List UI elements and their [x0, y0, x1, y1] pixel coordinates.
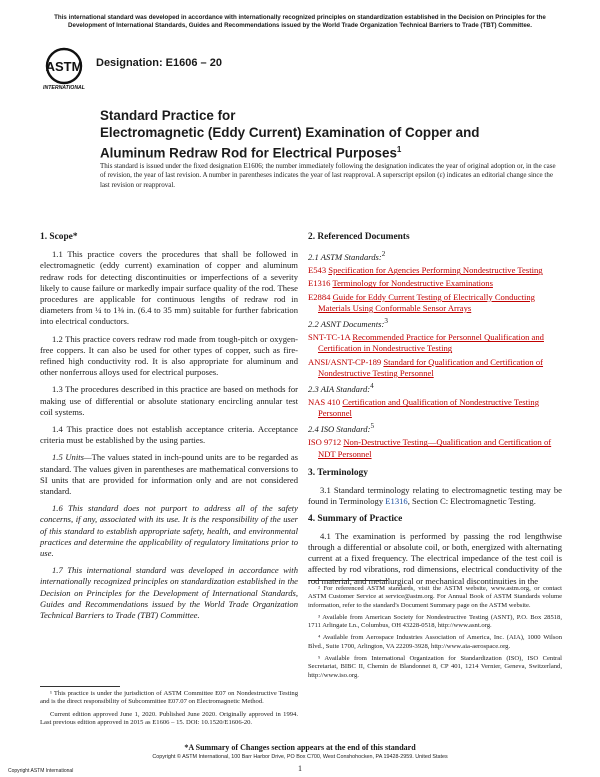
summary-heading: 4. Summary of Practice — [308, 513, 403, 524]
aia-standard-label: 2.3 AIA Standard:$^4$ — [308, 381, 374, 394]
title-line-3: Aluminum Redraw Rod for Electrical Purposes$^1$ — [100, 145, 402, 161]
paragraph-3-1: 3.1 Standard terminology relating to electromagnetic testing may be found in Terminology E1316, Section C: Electromagnetic Testing. — [308, 485, 562, 507]
ref-item[interactable]: E1316 Terminology for Nondestructive Examinations — [308, 278, 493, 289]
svg-text:ASTM: ASTM — [45, 59, 83, 74]
page-number: 1 — [298, 764, 302, 773]
document-title — [100, 107, 570, 161]
summary-of-changes-note: *A Summary of Changes section appears at the end of this standard — [184, 743, 416, 752]
copyright-line: Copyright © ASTM International, 100 Barr Harbor Drive, PO Box C700, West Conshohocken, PA 19428-2959. United States — [152, 754, 448, 760]
footnote-1-a: ¹ This practice is under the jurisdiction of ASTM Committee E07 on Nondestructive Testing and is the direct responsibility of Subcommittee E07.07 on Electromagnetic Method. — [40, 690, 298, 706]
paragraph-1-4: 1.4 This practice does not establish acceptance criteria. Acceptance criteria must be established by the using parties. — [40, 424, 298, 446]
paragraph-1-2: 1.2 This practice covers redraw rod made from tough-pitch or oxygen-free coppers. It can also be used for other types of copper, such as fire-refined high conductivity rod. It is also appropriate for aluminum and other nonferrous alloys used for electrical purposes. — [40, 333, 298, 378]
title-footnote-mark: 1 — [396, 145, 402, 154]
title-line-2: Electromagnetic (Eddy Current) Examination of Copper and — [100, 125, 480, 140]
right-footnotes — [308, 580, 562, 684]
top-notice: This international standard was developed in accordance with internationally recognized principles on standardization established in the Decision on Principles for the Development of International Standards, Guides and Recommendations issued by the World Trade Organization Technical Barriers to Trade (TBT) Committee. — [54, 14, 546, 29]
paragraph-1-3: 1.3 The procedures described in this practice are based on methods for making use of differential or absolute stationary encircling annular test coil systems. — [40, 384, 298, 417]
footnote-1-b: Current edition approved June 1, 2020. Published June 2020. Originally approved in 1994. Last previous edition approved in 2015 as E1606 – 15. DOI: 10.1520/E1606-20. — [40, 710, 298, 726]
ref-item[interactable]: ANSI/ASNT-CP-189 Standard for Qualification and Certification of Nondestructive Testing Personnel — [308, 356, 544, 378]
paragraph-1-5: 1.5 Units—The values stated in inch-pound units are to be regarded as standard. The values given in parentheses are mathematical conversions to SI units that are provided for information only and are not considered standard. — [40, 452, 298, 497]
referenced-documents-heading: 2. Referenced Documents — [308, 232, 410, 242]
ref-item[interactable]: SNT-TC-1A Recommended Practice for Personnel Qualification and Certification in Nondestructive Testing — [308, 332, 544, 354]
left-column — [40, 232, 298, 627]
left-footnotes — [40, 686, 298, 731]
designation: Designation: E1606 – 20 — [96, 57, 222, 69]
svg-text:INTERNATIONAL: INTERNATIONAL — [43, 85, 85, 90]
footnote-rule — [40, 686, 120, 687]
paragraph-1-6: 1.6 This standard does not purport to address all of the safety concerns, if any, associated with its use. It is the responsibility of the user of this standard to establish appropriate safety, health, and environmental practices and determine the applicability of regulatory limitations prior to use. — [40, 503, 298, 559]
footnote-5: ⁵ Available from International Organization for Standardization (ISO), ISO Central Secretariat, BIBC II, Chemin de Blandonnet 8, CP 401, 1214 Vernier, Geneva, Switzerland, http://www.iso.org. — [308, 655, 562, 679]
right-column — [308, 232, 562, 587]
astm-logo — [42, 46, 86, 90]
astm-standards-label: 2.1 ASTM Standards:$^2$ — [308, 250, 386, 263]
terminology-heading: 3. Terminology — [308, 467, 368, 478]
licensed-notice: Copyright ASTM International — [8, 768, 74, 774]
footnote-rule — [308, 580, 388, 581]
terminology-link[interactable]: E1316 — [385, 496, 408, 507]
iso-standard-label: 2.4 ISO Standard:$^5$ — [308, 422, 375, 435]
footnote-3: ³ Available from American Society for Nondestructive Testing (ASNT), P.O. Box 28518, 1711 Arlingate Ln., Columbus, OH 43228-0518, http://www.asnt.org. — [308, 613, 562, 630]
footnote-4: ⁴ Available from Aerospace Industries Association of America, Inc. (AIA), 1000 Wilson Blvd., Suite 1700, Arlington, VA 22209-3928, http://www.aia-aerospace.org. — [308, 634, 562, 650]
intro-paragraph: This standard is issued under the fixed designation E1606; the number immediately following the designation indicates the year of original adoption or, in the case of revision, the year of last revision. A number in parentheses indicates the year of last reapproval. A superscript epsilon (ε) indicates an editorial change since the last revision or reapproval. — [100, 162, 556, 189]
footnote-2: ² For referenced ASTM standards, visit the ASTM website, www.astm.org, or contact ASTM Customer Service at service@astm.org. For Annual Book of ASTM Standards volume information, refer to the standard's Document Summary page on the ASTM website. — [308, 585, 562, 609]
paragraph-1-1: 1.1 This practice covers the procedures that shall be followed in electromagnetic (eddy current) examination of copper and aluminum redraw rods for detecting discontinuities or imperfections of a severity likely to cause failure or markedly impair surface quality of the rod. These procedures are applicable for continuous lengths of redraw rod in diameters from ¼ to 1⅜ in. (6.4 to 35 mm) suitable for further fabrication into electrical conductors. — [40, 249, 298, 327]
ref-item[interactable]: E543 Specification for Agencies Performing Nondestructive Testing — [308, 265, 543, 276]
ref-item[interactable]: ISO 9712 Non-Destructive Testing—Qualification and Certification of NDT Personnel — [308, 437, 552, 459]
asnt-documents-label: 2.2 ASNT Documents:$^3$ — [308, 317, 388, 329]
paragraph-4-1: 4.1 The examination is performed by passing the rod lengthwise through a differential or absolute coil, or both, energized with alternating current at a fixed frequency. The electrical impedance of the test coil is affected by rod vibrations, rod dimensions, electrical conductivity of the rod material, and metallurgical or mechanical discontinuities in the — [308, 530, 562, 586]
paragraph-1-7: 1.7 This international standard was developed in accordance with internationally recognized principles on standardization established in the Decision on Principles for the Development of International Standards, Guides and Recommendations issued by the World Trade Organization Technical Barriers to Trade (TBT) Committee. — [40, 565, 298, 621]
ref-item[interactable]: NAS 410 Certification and Qualification of Nondestructive Testing Personnel — [308, 397, 539, 419]
title-line-1: Standard Practice for — [100, 108, 236, 123]
scope-heading: 1. Scope* — [40, 232, 78, 242]
ref-item[interactable]: E2884 Guide for Eddy Current Testing of Electrically Conducting Materials Using Conformable Sensor Arrays — [308, 291, 535, 313]
